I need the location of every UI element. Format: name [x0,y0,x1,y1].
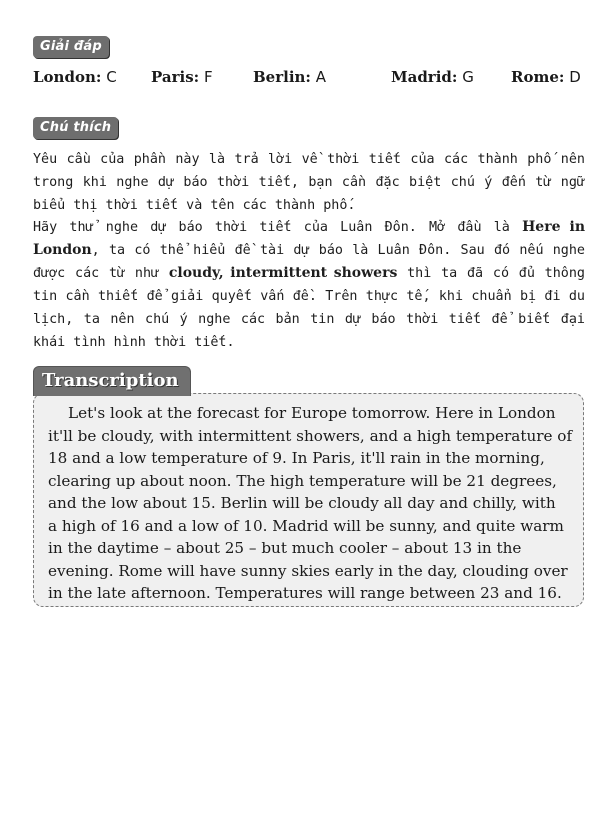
answer-city: London: [33,68,102,86]
answer-berlin [253,68,326,86]
transcription-line: it'll be cloudy, with intermittent showers, and a high temperature of [48,426,573,445]
paragraph-text: Hãy thử nghe dự báo thời tiết của Luân Đôn. Mở đầu là [33,220,523,235]
bold-phrase: cloudy, intermittent showers [168,265,398,281]
answer-city: Paris: [151,68,200,86]
transcription-line: a high of 16 and a low of 10. Madrid will be sunny, and quite warm [48,516,564,535]
answer-london [33,68,117,86]
notes-badge: Chú thích [33,117,118,139]
answer-letter: A [315,68,327,86]
answer-city: Rome: [511,68,565,86]
answer-city: Madrid: [391,68,458,86]
answers-row [33,68,583,90]
answer-letter: F [203,68,213,86]
answer-letter: G [462,68,474,86]
transcription-line: 18 and a low temperature of 9. In Paris, it'll rain in the morning, [48,449,545,467]
notes-paragraph-2 [33,216,585,354]
transcription-title: Transcription [42,370,179,391]
transcription-line: and the low about 15. Berlin will be cloudy all day and chilly, with [48,494,556,512]
transcription-line: clearing up about noon. The high temperature will be 21 degrees, [48,471,557,490]
answer-rome [511,68,581,86]
transcription-line: evening. Rome will have sunny skies early in the day, clouding over [48,561,568,580]
transcription-box [33,393,584,607]
transcription-tab [33,366,191,396]
transcription-line: in the late afternoon. Temperatures will range between 23 and 16. [48,584,562,602]
transcription-line: in the daytime – about 25 – but much cooler – about 13 in the [48,539,522,557]
notes-paragraph-1: Yêu cầu của phần này là trả lời về thời tiết của các thành phố nên trong khi nghe dự báo thời tiết, bạn cần đặc biệt chú ý đến từ ngữ biểu thị thời tiết và tên các thành phố. [33,152,585,213]
answer-madrid [391,68,474,86]
paragraph-text: , ta có thể hiểu đề tài dự báo là Luân Đôn. Sau đó nếu nghe được các từ như [33,243,585,281]
answers-badge: Giải đáp [33,36,109,58]
transcription-line: Let's look at the forecast for Europe tomorrow. Here in London [68,404,556,422]
answer-letter: D [569,68,581,86]
paragraph-text: thì ta đã có đủ thông tin cần thiết để giải quyết vấn đề. Trên thực tế, khi chuẩn bị đi du lịch, ta nên chú ý nghe các bản tin dự báo thời tiết để biết đại khái tình hình thời tiết. [33,266,585,350]
answer-paris [151,68,213,86]
bold-phrase: Here in London [33,219,585,258]
transcription-text [48,402,573,605]
answer-city: Berlin: [253,68,311,86]
answer-letter: C [106,68,117,86]
